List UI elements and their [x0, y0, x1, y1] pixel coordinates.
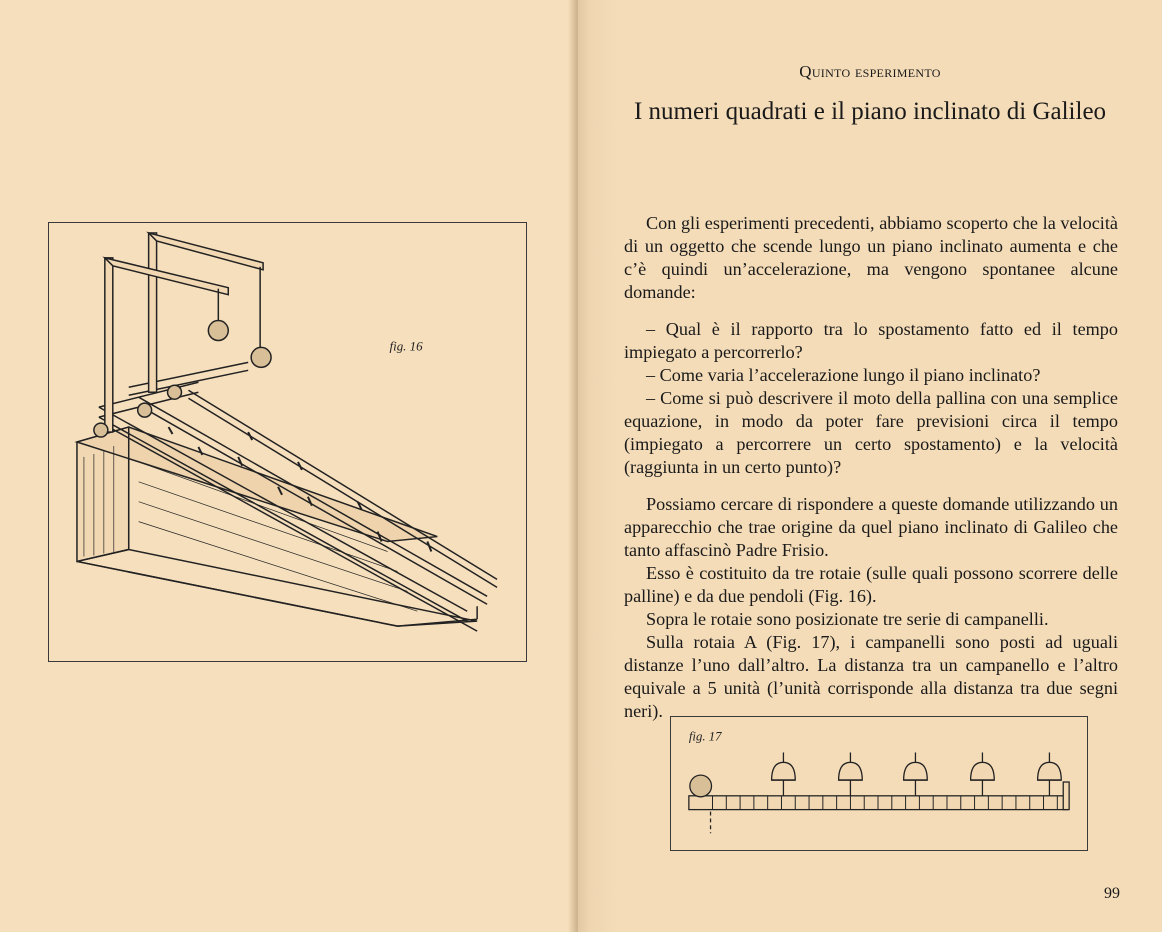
section-header: Quinto esperimento [799, 62, 941, 81]
question-3: – Come si può descrivere il moto della pallina con una semplice equazione, in modo da poter fare previsioni circa il tempo (impiegato a percorrere un certo spostamento) e la velocità (raggiunta in un certo punto)? [624, 388, 1118, 477]
paragraph-5: Sulla rotaia A (Fig. 17), i campanelli sono posti ad uguali distanze l’uno dall’altro. La distanza tra un campanello e l’altro equivale a 5 unità (l’unità corrisponde alla distanza tra due segni neri). [624, 632, 1118, 721]
page-number: 99 [1104, 885, 1120, 902]
question-1: – Qual è il rapporto tra lo spostamento fatto ed il tempo impiegato a percorrerlo? [624, 319, 1118, 362]
paragraph-1: Con gli esperimenti precedenti, abbiamo scoperto che la velocità di un oggetto che scende lungo un piano inclinato aumenta e che c’è quindi un’accelerazione, ma vengono spontanee alcune domande: [624, 213, 1118, 302]
left-page [0, 0, 578, 932]
inclined-plane-drawing [49, 223, 526, 661]
figure-16-inclined-plane-illustration [48, 222, 527, 662]
paragraph-2: Possiamo cercare di rispondere a queste domande utilizzando un apparecchio che trae origine da quel piano inclinato di Galileo che tanto affascinò Padre Frisio. [624, 494, 1118, 560]
figure-17-rail-with-bells [670, 716, 1088, 851]
paragraph-4: Sopra le rotaie sono posizionate tre serie di campanelli. [646, 609, 1049, 629]
figure-16-label: fig. 16 [389, 338, 423, 354]
paragraph-3: Esso è costituito da tre rotaie (sulle quali possono scorrere delle palline) e da due pendoli (Fig. 16). [624, 563, 1118, 606]
chapter-title: I numeri quadrati e il piano inclinato di Galileo [633, 98, 1107, 125]
body-text [624, 212, 1118, 723]
question-2: – Come varia l’accelerazione lungo il piano inclinato? [646, 365, 1041, 385]
rail-bells-drawing [671, 717, 1087, 850]
figure-17-label: fig. 17 [688, 729, 722, 744]
